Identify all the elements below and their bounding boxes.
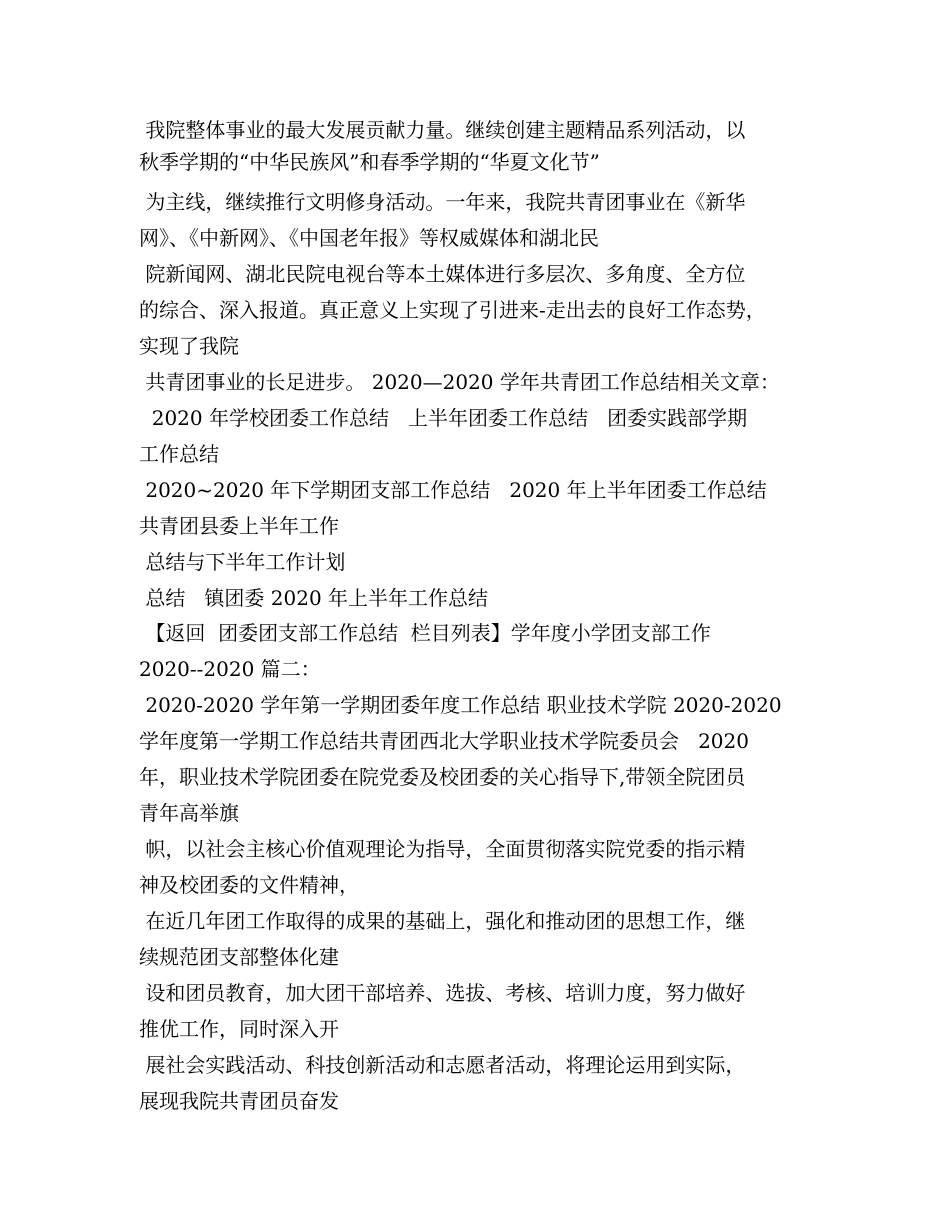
text-line: 青年高举旗 <box>139 801 239 825</box>
text-line: 网》、《中新网》、《中国老年报》等权威媒体和湖北民 <box>139 226 599 250</box>
text-line: 2020 年学校团委工作总结 上半年团委工作总结 团委实践部学期 <box>139 406 748 430</box>
text-line: 我院整体事业的最大发展贡献力量。继续创建主题精品系列活动，以 <box>139 118 746 142</box>
text-line: 共青团事业的长足进步。 2020—2020 学年共青团工作总结相关文章： <box>139 370 780 394</box>
text-line: 2020-2020 学年第一学期团委年度工作总结 职业技术学院 2020-2020 <box>139 693 782 717</box>
text-line: 神及校团委的文件精神， <box>139 873 359 897</box>
text-line: 共青团县委上半年工作 <box>139 514 339 538</box>
text-line: 在近几年团工作取得的成果的基础上，强化和推动团的思想工作，继 <box>139 909 746 933</box>
text-line: 工作总结 <box>139 442 219 466</box>
text-line: 为主线，继续推行文明修身活动。一年来，我院共青团事业在《新华 <box>139 190 746 214</box>
text-line: 设和团员教育，加大团干部培养、选拔、考核、培训力度，努力做好 <box>139 981 746 1005</box>
text-line: 总结与下半年工作计划 <box>139 550 346 574</box>
text-line: 秋季学期的“中华民族风”和春季学期的“华夏文化节” <box>139 150 600 174</box>
text-line: 推优工作，同时深入开 <box>139 1017 339 1041</box>
text-line: 【返回 团委团支部工作总结 栏目列表】学年度小学团支部工作 <box>139 621 711 645</box>
text-line: 年，职业技术学院团委在院党委及校团委的关心指导下,带领全院团员 <box>139 765 746 789</box>
text-line: 学年度第一学期工作总结共青团西北大学职业技术学院委员会 2020 <box>139 729 749 753</box>
text-line: 帜，以社会主核心价值观理论为指导，全面贯彻落实院党委的指示精 <box>139 837 746 861</box>
text-line: 院新闻网、湖北民院电视台等本土媒体进行多层次、多角度、全方位 <box>139 262 746 286</box>
text-line: 2020--2020 篇二： <box>139 657 321 681</box>
text-line: 展社会实践活动、科技创新活动和志愿者活动，将理论运用到实际， <box>139 1053 746 1077</box>
text-line: 总结 镇团委 2020 年上半年工作总结 <box>139 586 489 610</box>
text-line: 展现我院共青团员奋发 <box>139 1089 339 1113</box>
text-line: 续规范团支部整体化建 <box>139 945 339 969</box>
text-line: 2020~2020 年下学期团支部工作总结 2020 年上半年团委工作总结 <box>139 478 767 502</box>
text-line: 的综合、深入报道。真正意义上实现了引进来-走出去的良好工作态势， <box>139 298 766 322</box>
text-line: 实现了我院 <box>139 334 239 358</box>
